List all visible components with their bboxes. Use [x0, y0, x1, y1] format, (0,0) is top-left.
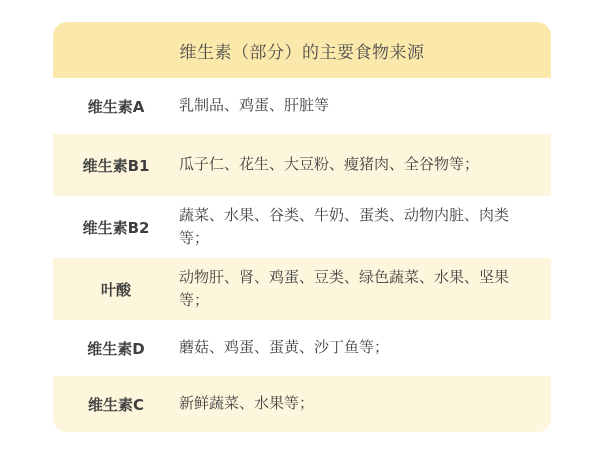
nutrient-sources: 蔬菜、水果、谷类、牛奶、蛋类、动物内脏、肉类等；: [179, 205, 510, 247]
table-row: [53, 320, 551, 376]
nutrient-sources: 蘑菇、鸡蛋、蛋黄、沙丁鱼等；: [179, 338, 390, 357]
vitamin-food-source-card: [53, 22, 551, 432]
nutrient-name: 维生素C: [87, 395, 144, 414]
nutrient-name: 维生素B2: [82, 218, 150, 237]
nutrient-name: 维生素B1: [82, 156, 150, 175]
table-row: [53, 376, 551, 432]
nutrient-name: 维生素D: [87, 339, 145, 358]
nutrient-sources: 动物肝、肾、鸡蛋、豆类、绿色蔬菜、水果、坚果等；: [179, 267, 510, 309]
nutrient-sources: 新鲜蔬菜、水果等；: [179, 394, 315, 413]
card-title: 维生素（部分）的主要食物来源: [179, 42, 425, 63]
table-row: [53, 134, 551, 196]
table-row: [53, 78, 551, 134]
table-row: [53, 258, 551, 320]
nutrient-sources: 乳制品、鸡蛋、肝脏等: [179, 96, 330, 115]
nutrient-sources: 瓜子仁、花生、大豆粉、瘦猪肉、全谷物等；: [179, 155, 480, 174]
table-row: [53, 196, 551, 258]
nutrient-name: 叶酸: [100, 280, 131, 299]
nutrient-name: 维生素A: [87, 97, 145, 116]
